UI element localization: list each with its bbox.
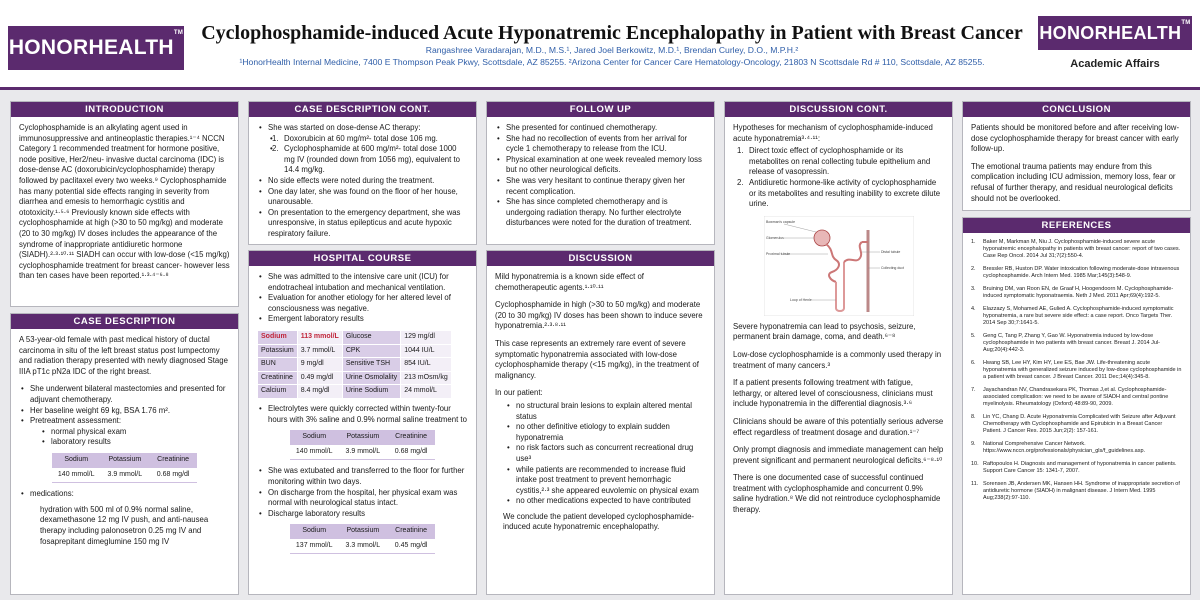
table-header: Creatinine xyxy=(387,430,435,445)
table-row xyxy=(258,344,452,358)
nephron-diagram xyxy=(764,216,914,316)
table-header: Potassium xyxy=(100,453,149,468)
section-heading: FOLLOW UP xyxy=(487,102,714,117)
list-item: • On discharge from the hospital, her physical exam was normal with neurological status intact. xyxy=(257,488,468,509)
list-item: 2. Antidiuretic hormone-like activity of cyclophosphamide or its metabolites and resulting inability to excrete dilute urine. xyxy=(737,177,941,209)
table-cell: 113 mmol/L xyxy=(297,330,342,344)
table-cell: 0.68 mg/dl xyxy=(149,468,197,483)
hospital-course-section xyxy=(248,250,477,595)
discussion-paragraph: Only prompt diagnosis and immediate management can help prevent significant and permanent neurological deficits.⁶⁻⁸·¹⁰ xyxy=(733,445,944,465)
table-cell: 1044 IU/L xyxy=(401,344,452,358)
list-item: • No side effects were noted during the treatment. xyxy=(257,176,468,187)
diagram-label: Proximal tubule xyxy=(765,251,790,256)
discharge-lab-table xyxy=(290,524,435,554)
list-item: • 1. Doxorubicin at 60 mg/m²- total dose 106 mg. xyxy=(268,134,468,145)
table-cell: Potassium xyxy=(258,344,298,358)
table-cell: 213 mOsm/kg xyxy=(401,371,452,385)
discussion-paragraph: This case represents an extremely rare event of severe symptomatic hyponatremia associated with low-dose cyclophosphamide therapy (<15 mg/kg), in the treatment of malignancy. xyxy=(495,338,699,380)
table-cell: Glucose xyxy=(342,330,400,344)
section-heading: CONCLUSION xyxy=(963,102,1190,117)
reference-item: 5. Geng C, Tang P, Zhang Y, Gao W. Hyponatremia induced by low-dose cyclophosphamide in two patients with breast cancer. Breast J. 2014 Jul-Aug;20(4):442-3. xyxy=(971,333,1161,353)
table-cell: 137 mmol/L xyxy=(290,539,339,554)
table-cell: Urine Sodium xyxy=(342,385,400,399)
discussion-paragraph: We conclude the patient developed cyclophosphamide-induced acute hyponatremic encephalopathy. xyxy=(503,511,695,532)
list-item: • She underwent bilateral mastectomies and presented for adjuvant chemotherapy. xyxy=(19,384,230,405)
table-cell: 140 mmol/L xyxy=(52,468,101,483)
poster-header xyxy=(0,0,1200,90)
table-cell: 854 IU/L xyxy=(401,358,452,372)
table-cell: 0.49 mg/dl xyxy=(297,371,342,385)
case-description-cont-section xyxy=(248,101,477,245)
discussion-paragraph: If a patient presents following treatment with fatigue, lethargy, or altered level of consciousness, clinicians must include hyponatremia in the differential diagnosis.³·⁶ xyxy=(733,378,933,409)
list-item: • no structural brain lesions to explain altered mental status xyxy=(505,401,706,422)
section-heading: CASE DESCRIPTION xyxy=(11,314,238,329)
table-header: Creatinine xyxy=(149,453,197,468)
reference-item: 4. Elazzazy S, Mohamed AE, Gulied A. Cyclophosphamide-induced symptomatic hyponatremia, a rare but severe side effect: a case report. Onco Targets Ther. 2014 Sep 30;7:1641-5. xyxy=(971,306,1174,326)
academic-affairs-label: Academic Affairs xyxy=(1070,58,1160,70)
table-row xyxy=(258,385,452,399)
conclusion-paragraph: Patients should be monitored before and after receiving low-dose cyclophosphamide therapy for breast cancer with early follow-up. xyxy=(971,123,1180,154)
discussion-paragraph: Low-dose cyclophosphamide is a commonly used therapy in treatment of many cancers.³ xyxy=(733,349,942,370)
table-cell: 3.9 mmol/L xyxy=(100,468,149,483)
section-heading: REFERENCES xyxy=(963,218,1190,233)
introduction-section xyxy=(10,101,239,307)
section-heading: DISCUSSION xyxy=(487,251,714,266)
list-item: • She presented for continued chemotherapy. xyxy=(495,123,706,134)
list-item: • One day later, she was found on the floor of her house, unarousable. xyxy=(257,187,468,208)
section-heading: DISCUSSION CONT. xyxy=(725,102,952,117)
authors: Rangashree Varadarajan, M.D., M.S.¹, Jared Joel Berkowitz, M.D.¹, Brendan Curley, D.O., M.P.H.² xyxy=(425,45,799,55)
list-item: • She was extubated and transferred to the floor for further monitoring within two days. xyxy=(257,466,468,487)
table-cell: 8.4 mg/dl xyxy=(297,385,342,399)
table-header: Creatinine xyxy=(387,524,435,539)
table-cell: 0.45 mg/dl xyxy=(387,539,435,554)
list-item: • no risk factors such as concurrent recreational drug use³ xyxy=(505,443,706,464)
discussion-cont-section xyxy=(724,101,953,595)
conclusion-paragraph: The emotional trauma patients may endure from this complication including ICU admission, memory loss, fear or refusal of further therapy, and residual neurological deficits should not be overlooked. xyxy=(971,161,1176,203)
reference-item: 10. Raftopoulos H. Diagnosis and management of hyponatremia in cancer patients. Support Care Cancer 15: 1341-7, 2007. xyxy=(971,461,1177,474)
reference-item: 6. Hwang SB, Lee HY, Kim HY, Lee ES, Bae JW. Life-threatening acute hyponatremia with generalized seizure induced by low-dose cyclophosphamide in a patient with breast cancer. J Breast Cancer. 2011 Dec;14(4):345-8. xyxy=(971,360,1182,380)
table-header: Potassium xyxy=(338,524,387,539)
affiliations: ¹HonorHealth Internal Medicine, 7400 E Thompson Peak Pkwy, Scottsdale, AZ 85255. ²Arizona Center for Cancer Care Hematology-Oncology, 21803 N Scottsdale Rd # 110, Scottsdale, AZ 85255. xyxy=(239,57,985,67)
reference-item: 1. Baker M, Markman M, Niu J. Cyclophosphamide-induced severe acute hyponatremic encephalopathy in patients with breast cancer: report of two cases. Case Rep Oncol. 2014 Jul 31;7(2):550-4. xyxy=(971,239,1181,259)
list-item: • Her baseline weight 69 kg, BSA 1.76 m². xyxy=(19,406,230,417)
list-item: • no other definitive etiology to explain sudden hyponatremia xyxy=(505,422,706,443)
list-item: • On presentation to the emergency department, she was unresponsive, in status epilepticus and acute hypoxic respiratory failure. xyxy=(257,208,468,240)
diagram-label: Bowman's capsule xyxy=(765,219,795,224)
section-heading: HOSPITAL COURSE xyxy=(249,251,476,266)
table-cell: Calcium xyxy=(258,385,298,399)
list-item: • laboratory results xyxy=(40,437,230,448)
emergent-lab-table xyxy=(257,330,452,399)
reference-item: 8. Lin YC, Chang D. Acute Hyponatremia Complicated with Seizure after Adjuvant Chemotherapy with Cyclophosphamide and Epirubicin in a Breast Cancer Patient. J Cancer Res. 2015 Jun;2(2): 157-161. xyxy=(971,414,1176,434)
diagram-label: Distal tubule xyxy=(880,249,900,254)
honorhealth-logo-right: HONORHEALTH™ xyxy=(1038,16,1192,50)
reference-item: 3. Bruining DM, van Roon EN, de Graaf H, Hoogendoorn M. Cyclophosphamide-induced symptomatic hyponatraemia. Neth J Med. 2011 Apr;69(4):192-5. xyxy=(971,286,1174,299)
case-description-section xyxy=(10,313,239,595)
reference-item: 11. Sorensen JB, Andersen MK, Hansen HH. Syndrome of inappropriate secretion of antidiuretic hormone (SIADH) in malignant disease. J Intern Med. 1995 Aug;238(2):97-110. xyxy=(971,481,1180,501)
discussion-paragraph: Mild hyponatremia is a known side effect of chemotherapeutic agents.¹·¹⁰·¹¹ xyxy=(495,272,644,292)
discussion-paragraph: Clinicians should be aware of this potentially serious adverse effect regardless of treatment dosage and duration.¹⁻⁷ xyxy=(733,416,944,437)
pretreatment-lab-table xyxy=(52,453,197,483)
discussion-paragraph: Hypotheses for mechanism of cyclophosphamide-induced acute hyponatremia³·⁴·¹¹: xyxy=(733,123,933,143)
table-row xyxy=(258,330,452,344)
reference-list xyxy=(963,239,1190,502)
table-row xyxy=(258,358,452,372)
table-cell: 24 mmol/L xyxy=(401,385,452,399)
list-item: • Pretreatment assessment: • normal physical exam • laboratory results xyxy=(19,416,230,448)
diagram-label: Glomerulus xyxy=(765,235,784,240)
table-cell: 9 mg/dl xyxy=(297,358,342,372)
table-cell: 140 mmol/L xyxy=(290,445,339,460)
discussion-paragraph: In our patient: xyxy=(495,388,543,398)
list-item: • She was started on dose-dense AC therapy: • 1. Doxorubicin at 60 mg/m²- total dose 106 mg. • 2. Cyclophosphamide at 600 mg/m²- total dose 1000 mg IV (rounded down from 1056 mg), equivalent to 14.4 mg/kg. xyxy=(257,123,468,176)
list-item: 1. Direct toxic effect of cyclophosphamide or its metabolites on renal collecting tubule epithelium and release of vasopressin. xyxy=(737,146,931,177)
table-cell: 3.9 mmol/L xyxy=(338,445,387,460)
table-cell: Sodium xyxy=(258,330,298,344)
section-heading: CASE DESCRIPTION CONT. xyxy=(249,102,476,117)
reference-item: 7. Jayachandran NV, Chandrasekara PK, Thomas J,et al. Cyclophosphamide-associated complication: we need to be aware of SIADH and central pontine myelinolysis. Rheumatology (Oxford) 48:89-90, 2009. xyxy=(971,387,1169,407)
list-item: • normal physical exam xyxy=(40,427,230,438)
diagram-label: Collecting duct xyxy=(880,265,904,270)
list-item: • She has since completed chemotherapy and is undergoing radiation therapy. No further electrolyte disturbances were noted for the duration of treatment. xyxy=(495,197,706,229)
table-row xyxy=(258,371,452,385)
table-cell: 0.68 mg/dl xyxy=(387,445,435,460)
discussion-paragraph: Cyclophosphamide in high (>30 to 50 mg/kg) and moderate (20 to 30 mg/kg) IV doses has been shown to induce severe hyponatremia.²·³·⁸·¹¹ xyxy=(495,300,703,331)
diagram-label: Loop of Henle xyxy=(789,297,812,302)
list-item: • Discharge laboratory results xyxy=(257,509,468,520)
table-header: Sodium xyxy=(290,430,339,445)
list-item: • She had no recollection of events from her arrival for cycle 1 chemotherapy to release from the ICU. xyxy=(495,134,706,155)
reference-item: 2. Bressler RB, Huston DP. Water intoxication following moderate-dose intravenous cyclophosphamide. Arch Intern Med. 1985 Mar;145(3):548-9. xyxy=(971,266,1180,279)
list-item: • Evaluation for another etiology for her altered level of consciousness was negative. xyxy=(257,293,468,314)
references-section xyxy=(962,217,1191,595)
section-heading: INTRODUCTION xyxy=(11,102,238,117)
list-item: • She was very hesitant to continue therapy given her recent complication. xyxy=(495,176,706,197)
table-cell: 3.3 mmol/L xyxy=(338,539,387,554)
corrected-lab-table xyxy=(290,430,435,460)
table-cell: 3.7 mmol/L xyxy=(297,344,342,358)
list-item: • Electrolytes were quickly corrected within twenty-four hours with 3% saline and 0.9% normal saline treatment to xyxy=(257,404,468,425)
honorhealth-logo-left: HONORHEALTH™ xyxy=(8,26,184,70)
intro-text: Cyclophosphamide is an alkylating agent used in immunosuppressive and antineoplastic therapies.¹⁻⁴ NCCN Category 1 recommended treatment for hormone positive, node positive, Her2/neu- invasive ductal carcinoma (IDC) is dose-dense AC (doxorubicin/cyclophosphamide) therapy followed by paclitaxel every two weeks.⁹ Cyclophosphamide has many potential side effects ranging in severity from diarrhea and emesis to hemorrhagic cystitis and ototoxicity.¹·⁵·⁶ Previously known side effects with cyclophosphamide at high (>30 to 50 mg/kg) and moderate (20 to 30 mg/kg) IV doses includes the appearance of the syndrome of inappropriate antidiuretic hormone (SIADH).²·³·¹⁰·¹¹ SIADH can occur with low-dose (<15 mg/kg) cyclophosphamide treatment for breast cancer- however less than ten cases have been reported.¹·³·⁴⁻⁶·⁸ xyxy=(19,123,230,281)
list-item: • Physical examination at one week revealed memory loss but no other neurological deficits. xyxy=(495,155,706,176)
follow-up-section xyxy=(486,101,715,245)
list-item: • medications: xyxy=(19,489,230,500)
list-item: • She was admitted to the intensive care unit (ICU) for endotracheal intubation and mechanical ventilation. xyxy=(257,272,468,293)
table-cell: Urine Osmolality xyxy=(342,371,400,385)
table-cell: CPK xyxy=(342,344,400,358)
reference-item: 9. National Comprehensive Cancer Network. https://www.nccn.org/professionals/physician_gls/f_guidelines.asp. xyxy=(971,441,1146,454)
table-cell: Creatinine xyxy=(258,371,298,385)
list-item: • Emergent laboratory results xyxy=(257,314,468,325)
list-item: • no other medications expected to have contributed xyxy=(505,496,706,507)
discussion-paragraph: Severe hyponatremia can lead to psychosis, seizure, permanent brain damage, coma, and death.⁶⁻⁸ xyxy=(733,321,916,342)
discussion-section xyxy=(486,250,715,595)
table-header: Sodium xyxy=(290,524,339,539)
table-cell: Sensitive TSH xyxy=(342,358,400,372)
table-cell: 129 mg/dl xyxy=(401,330,452,344)
poster-title: Cyclophosphamide-induced Acute Hyponatremic Encephalopathy in Patient with Breast Cancer xyxy=(201,22,1023,44)
list-item: • 2. Cyclophosphamide at 600 mg/m²- total dose 1000 mg IV (rounded down from 1056 mg), equivalent to 14.4 mg/kg. xyxy=(268,144,468,176)
medications-text: hydration with 500 ml of 0.9% normal saline, dexamethasone 12 mg IV push, and anti-nausea therapy including palonosetron 0.25 mg IV and fosaprepitant dimeglumine 150 mg IV xyxy=(40,504,209,546)
list-item: • while patients are recommended to increase fluid intake post treatment to prevent hemorrhagic cystitis,²·³ she appeared euvolemic on physical exam xyxy=(505,465,706,497)
conclusion-section xyxy=(962,101,1191,211)
table-header: Potassium xyxy=(338,430,387,445)
table-cell: BUN xyxy=(258,358,298,372)
discussion-paragraph: There is one documented case of successful continued treatment with cyclophosphamide and concurrent 0.9% saline hydration.⁸ We did not reintroduce cyclophosphamide therapy. xyxy=(733,473,941,515)
case-intro: A 53-year-old female with past medical history of ductal carcinoma in situ of the left breast status post lumpectomy and radiation therapy presented with newly diagnosed Stage IIIA pT1c pN2a IDC of the right breast. xyxy=(19,335,228,376)
table-header: Sodium xyxy=(52,453,101,468)
